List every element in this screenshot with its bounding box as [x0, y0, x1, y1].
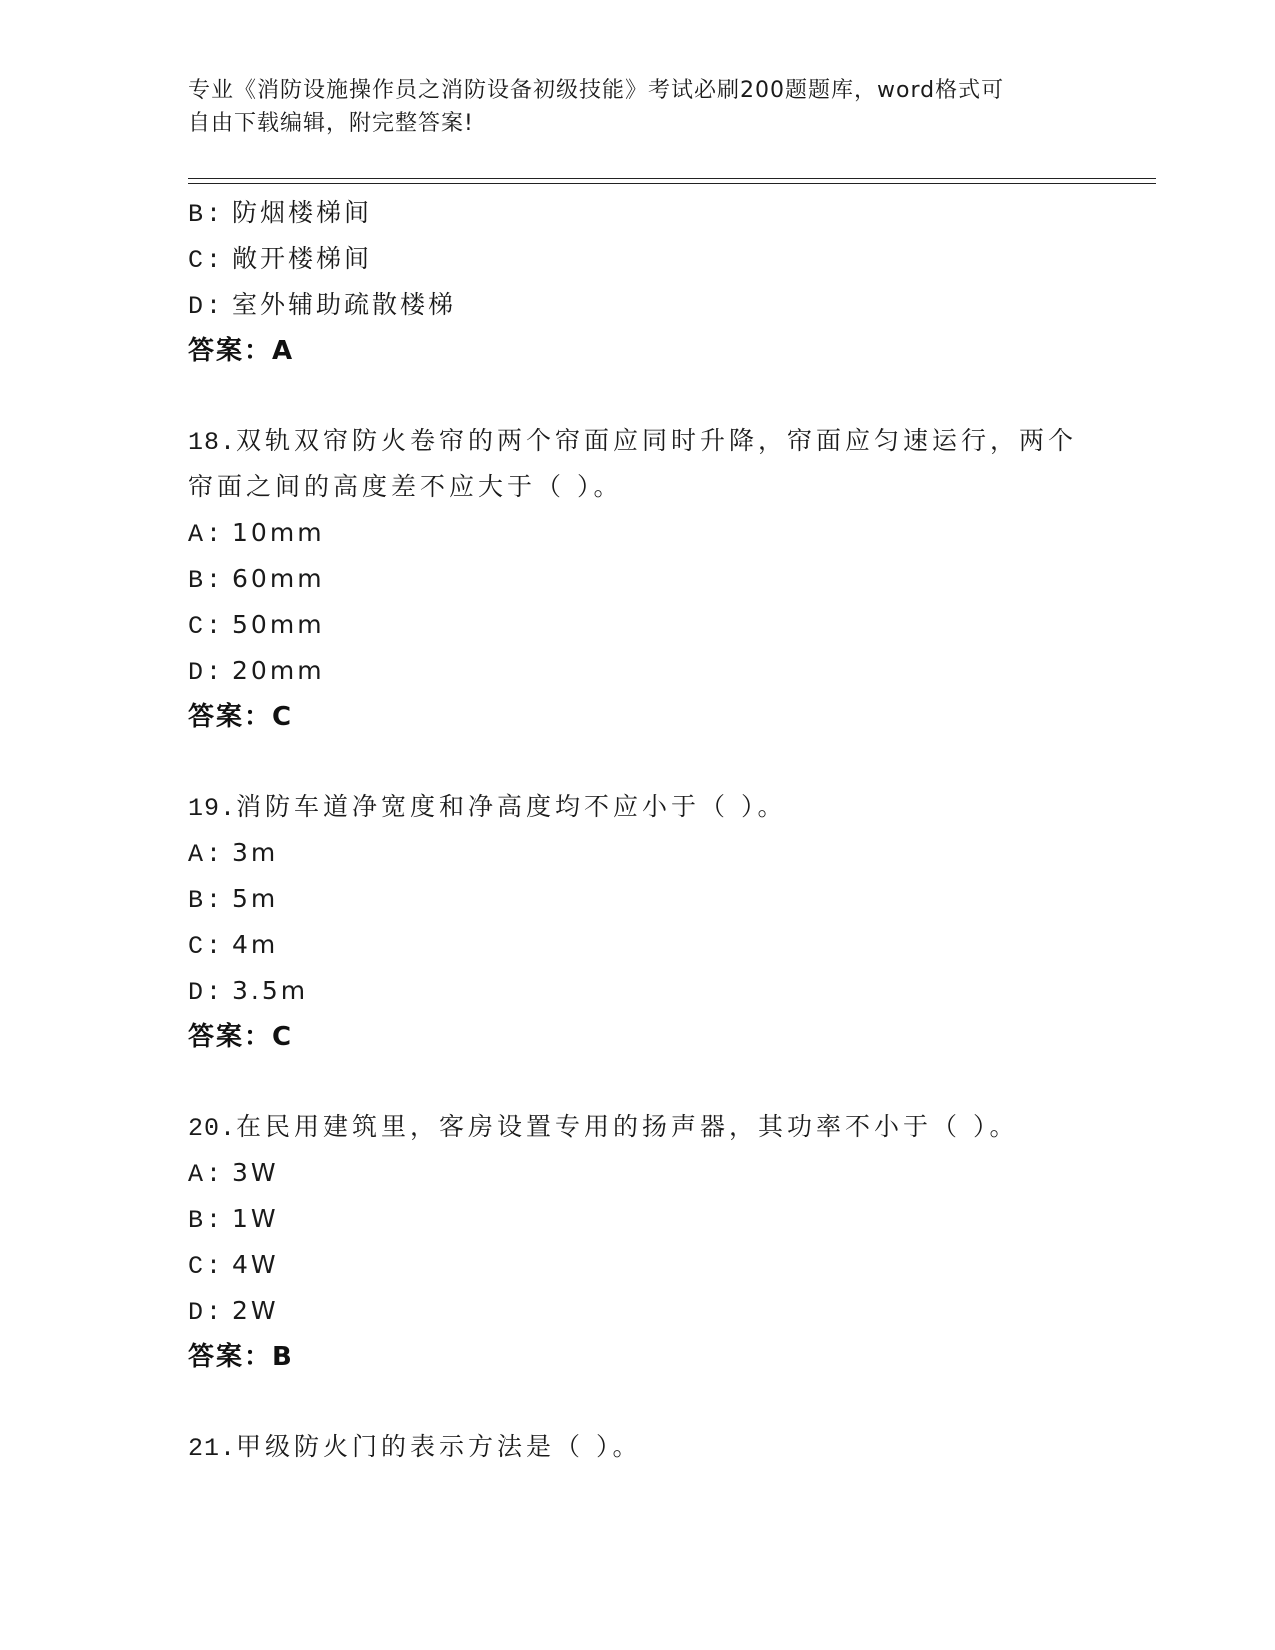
option-letter: C	[188, 612, 207, 641]
answer-line: 答案：C	[188, 702, 294, 732]
question-text: 双轨双帘防火卷帘的两个帘面应同时升降，帘面应匀速运行，两个	[236, 426, 1078, 455]
option-separator: :	[206, 1160, 225, 1189]
option-separator: :	[206, 246, 225, 275]
question-stem-line	[188, 1104, 1128, 1150]
option-line	[188, 510, 1128, 556]
option-text: 50mm	[232, 610, 325, 639]
option-letter: B	[188, 886, 207, 915]
question-stem-line	[188, 1424, 1128, 1470]
option-text: 3W	[232, 1158, 279, 1187]
question-stem-line	[188, 464, 1128, 510]
option-text: 3m	[232, 838, 279, 867]
option-line	[188, 602, 1128, 648]
document-header	[188, 74, 1088, 140]
option-text: 20mm	[232, 656, 325, 685]
question-block-18	[188, 418, 1128, 740]
header-line-1: 专业《消防设施操作员之消防设备初级技能》考试必刷200题题库，word格式可	[188, 78, 1005, 103]
option-text: 敞开楼梯间	[232, 244, 373, 273]
option-line	[188, 876, 1128, 922]
option-separator: :	[206, 932, 225, 961]
option-text: 10mm	[232, 518, 325, 547]
option-line	[188, 236, 1128, 282]
option-letter: B	[188, 200, 207, 229]
option-line	[188, 968, 1128, 1014]
option-letter: A	[188, 840, 207, 869]
option-line	[188, 556, 1128, 602]
option-letter: A	[188, 520, 207, 549]
question-list	[188, 190, 1128, 1470]
option-letter: D	[188, 978, 207, 1007]
option-letter: A	[188, 1160, 207, 1189]
option-text: 1W	[232, 1204, 279, 1233]
question-number: 21.	[188, 1434, 237, 1463]
header-divider-top	[188, 178, 1156, 179]
option-separator: :	[206, 566, 225, 595]
question-text: 甲级防火门的表示方法是（ ）。	[236, 1432, 642, 1461]
option-separator: :	[206, 1298, 225, 1327]
option-text: 5m	[232, 884, 279, 913]
option-letter: B	[188, 566, 207, 595]
option-separator: :	[206, 1206, 225, 1235]
header-line-2: 自由下载编辑，附完整答案!	[188, 111, 474, 136]
question-text: 帘面之间的高度差不应大于（ ）。	[188, 472, 623, 501]
option-separator: :	[206, 1252, 225, 1281]
answer-line: 答案：B	[188, 1342, 294, 1372]
option-text: 4m	[232, 930, 279, 959]
option-line	[188, 1150, 1128, 1196]
spacer	[188, 374, 1128, 418]
option-line	[188, 922, 1128, 968]
spacer	[188, 1060, 1128, 1104]
option-letter: D	[188, 1298, 207, 1327]
question-number: 18.	[188, 428, 237, 457]
option-letter: B	[188, 1206, 207, 1235]
option-separator: :	[206, 200, 225, 229]
option-line	[188, 1288, 1128, 1334]
carryover-question-block	[188, 190, 1128, 374]
option-separator: :	[206, 612, 225, 641]
option-letter: D	[188, 658, 207, 687]
option-line	[188, 1196, 1128, 1242]
question-block-21	[188, 1424, 1128, 1470]
question-number: 19.	[188, 794, 237, 823]
answer-line: 答案：C	[188, 1022, 294, 1052]
option-line	[188, 648, 1128, 694]
option-separator: :	[206, 978, 225, 1007]
question-text: 消防车道净宽度和净高度均不应小于（ ）。	[236, 792, 787, 821]
option-letter: C	[188, 932, 207, 961]
option-line	[188, 830, 1128, 876]
option-line	[188, 1242, 1128, 1288]
option-text: 防烟楼梯间	[232, 198, 373, 227]
option-letter: C	[188, 246, 207, 275]
question-block-20	[188, 1104, 1128, 1380]
option-separator: :	[206, 658, 225, 687]
option-letter: C	[188, 1252, 207, 1281]
option-text: 2W	[232, 1296, 279, 1325]
option-line	[188, 282, 1128, 328]
question-text: 在民用建筑里，客房设置专用的扬声器，其功率不小于（ ）。	[236, 1112, 1019, 1141]
option-text: 3.5m	[232, 976, 309, 1005]
option-separator: :	[206, 520, 225, 549]
option-text: 室外辅助疏散楼梯	[232, 290, 457, 319]
option-line	[188, 190, 1128, 236]
option-text: 60mm	[232, 564, 325, 593]
option-text: 4W	[232, 1250, 279, 1279]
question-stem-line	[188, 784, 1128, 830]
header-divider-bottom	[188, 183, 1156, 184]
question-stem-line	[188, 418, 1128, 464]
option-separator: :	[206, 292, 225, 321]
option-separator: :	[206, 840, 225, 869]
option-letter: D	[188, 292, 207, 321]
question-number: 20.	[188, 1114, 237, 1143]
answer-line: 答案：A	[188, 336, 295, 366]
spacer	[188, 740, 1128, 784]
question-block-19	[188, 784, 1128, 1060]
option-separator: :	[206, 886, 225, 915]
spacer	[188, 1380, 1128, 1424]
